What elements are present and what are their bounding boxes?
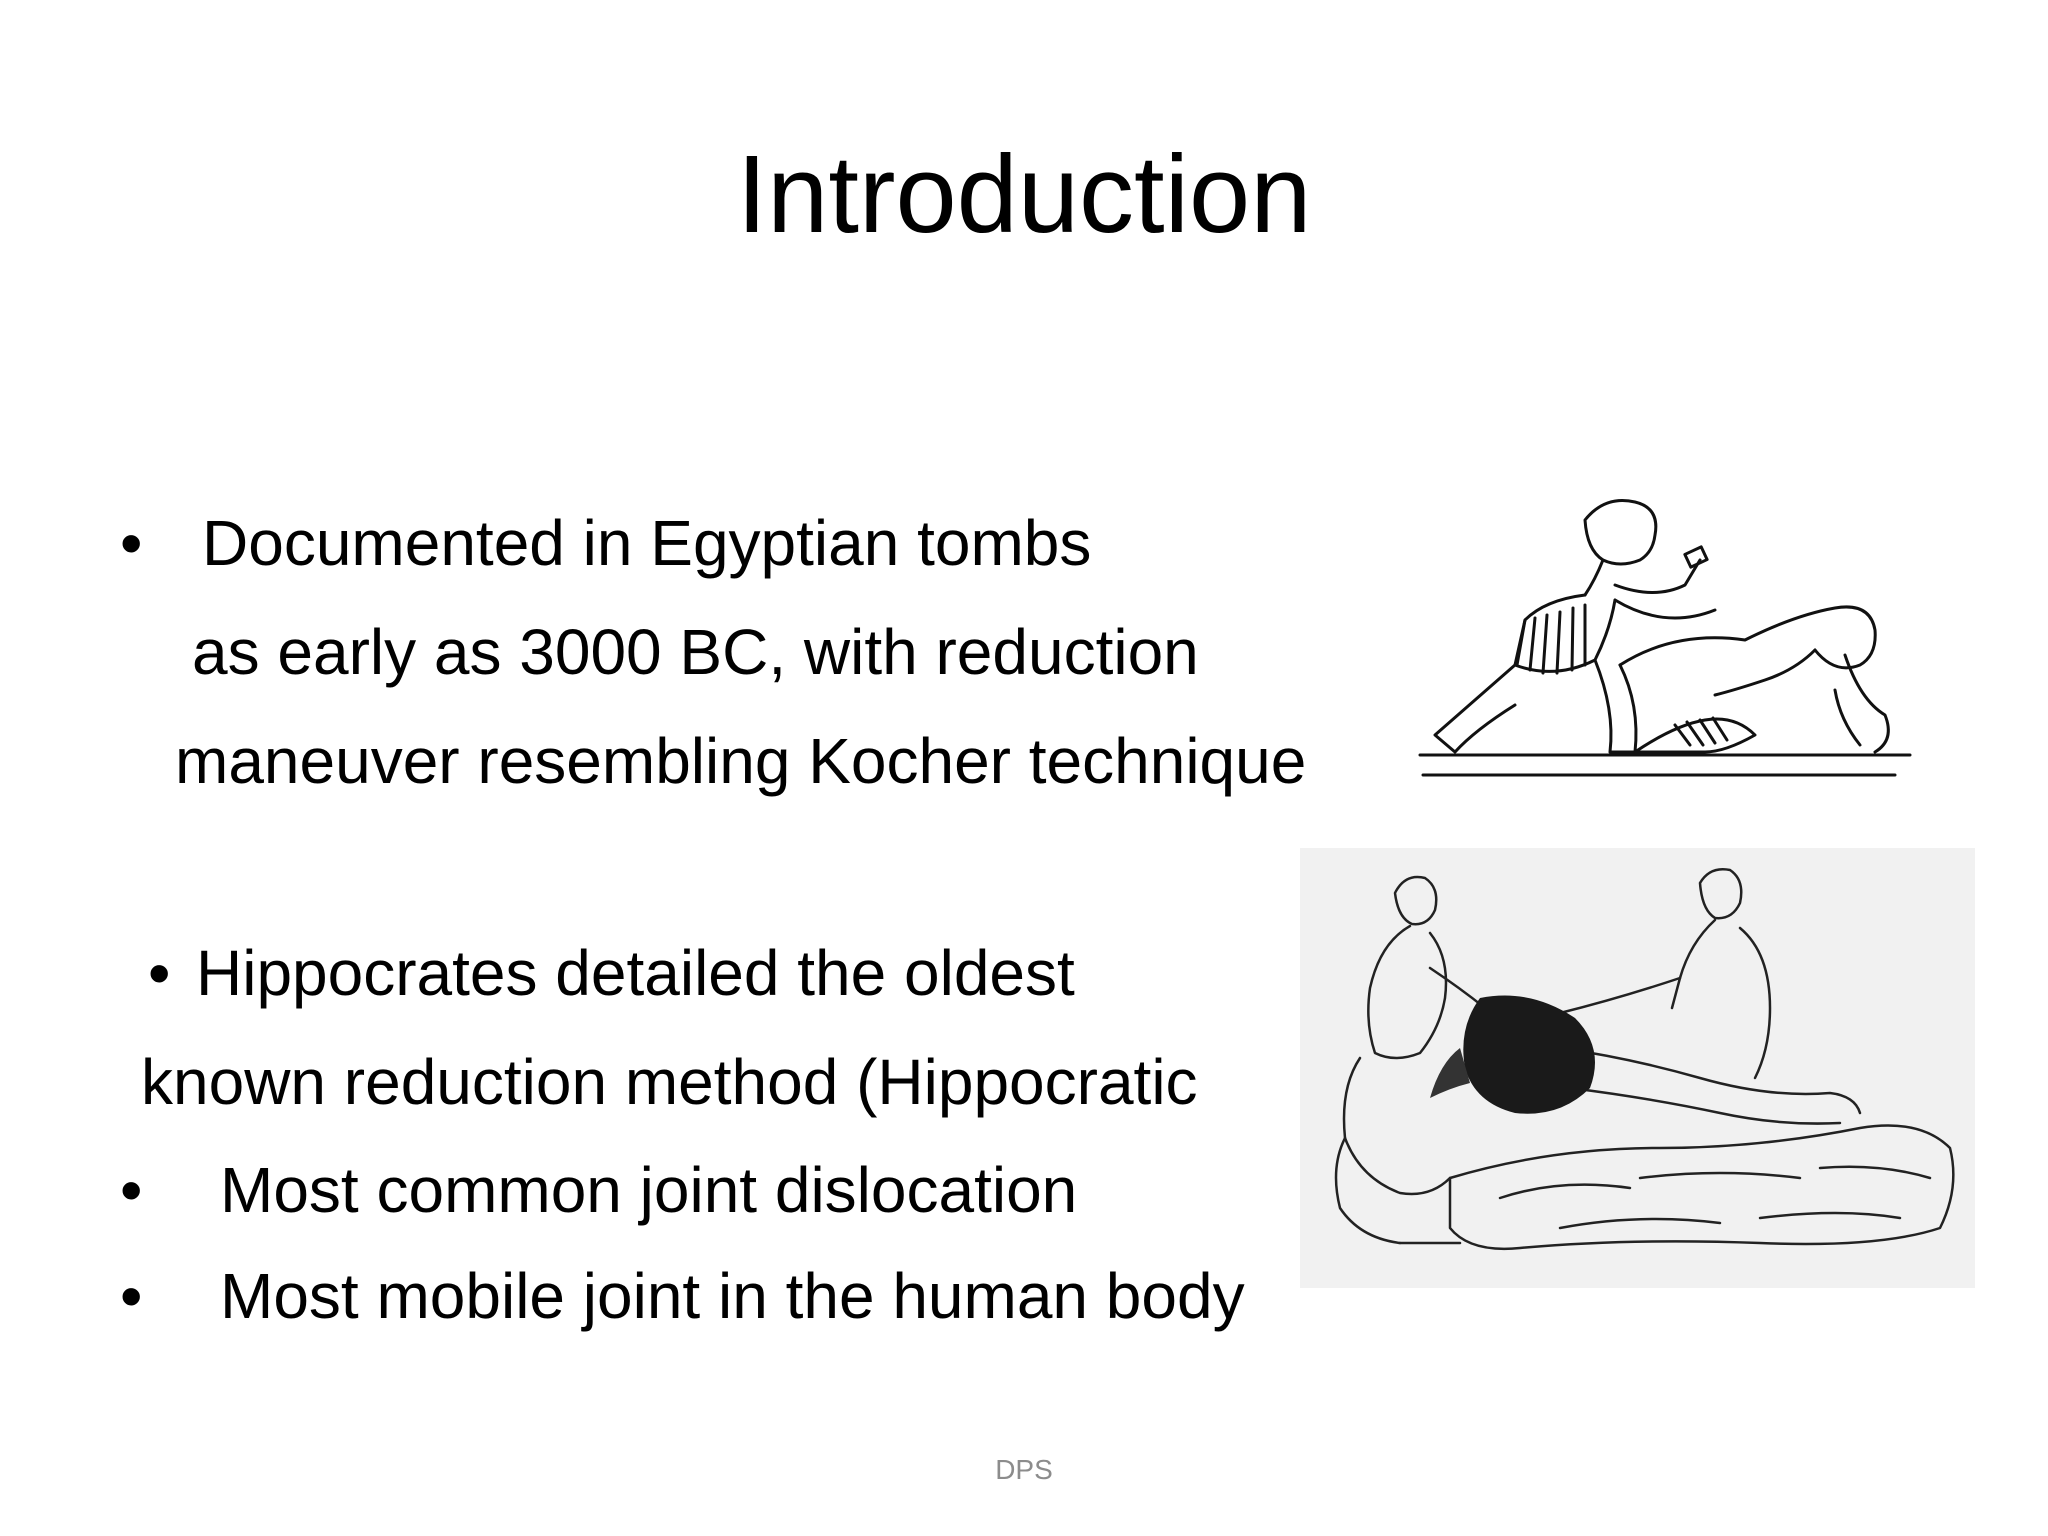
slide-footer: DPS <box>995 1454 1053 1485</box>
bullet-text-line: Most common joint dislocation <box>220 1154 1078 1226</box>
bullet-text-line: Documented in Egyptian tombs <box>202 507 1092 579</box>
egyptian-relief-image <box>1415 490 1915 790</box>
bullet-text-line: maneuver resembling Kocher technique <box>175 725 1307 797</box>
hippocratic-method-image <box>1300 848 1975 1288</box>
bullet-marker: • <box>120 1154 143 1226</box>
slide-title: Introduction <box>736 133 1312 256</box>
bullet-marker: • <box>120 1260 143 1332</box>
bullet-text-line: Most mobile joint in the human body <box>220 1260 1245 1332</box>
bullet-text-line: Hippocrates detailed the oldest <box>196 937 1075 1009</box>
bullet-marker: • <box>120 507 143 579</box>
bullet-marker: • <box>148 937 171 1009</box>
bullet-text-line: as early as 3000 BC, with reduction <box>192 616 1199 688</box>
bullet-text-line: known reduction method (Hippocratic <box>141 1046 1198 1118</box>
